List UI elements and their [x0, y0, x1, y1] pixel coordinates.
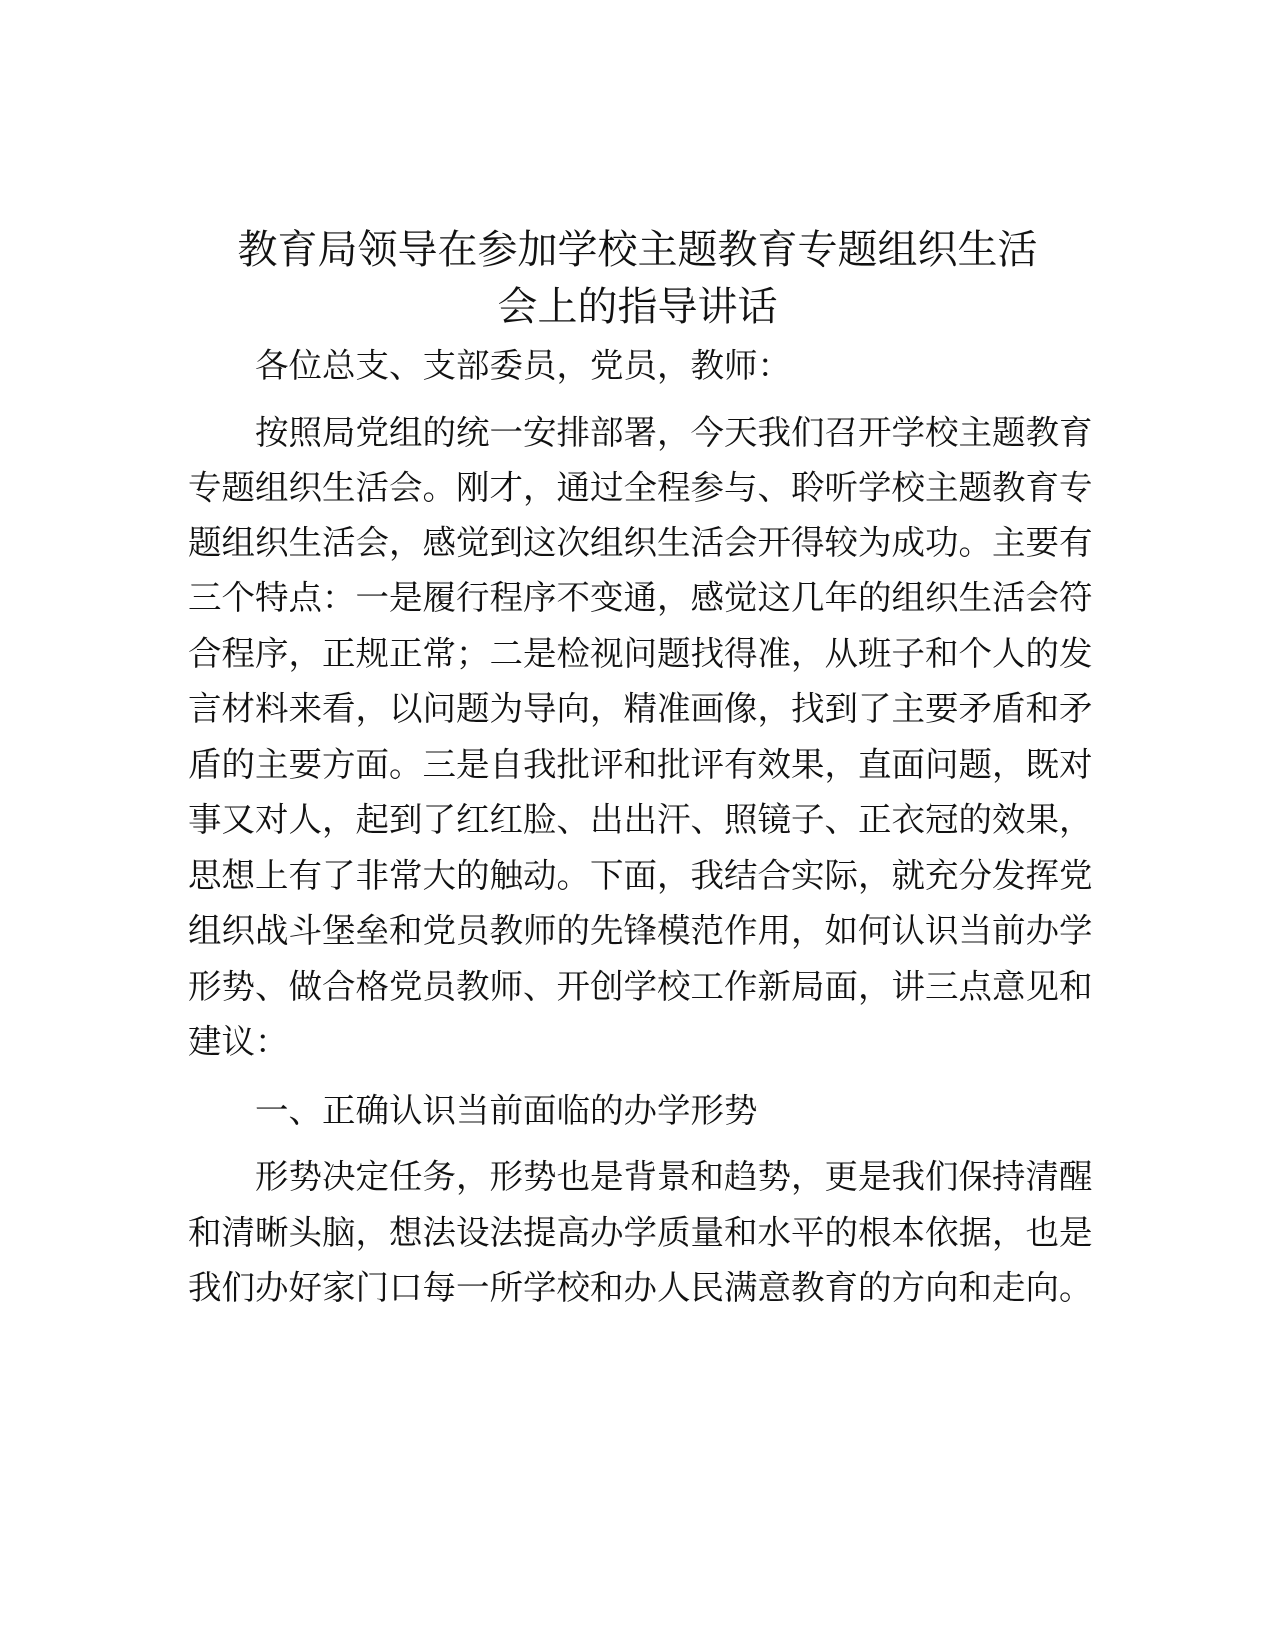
paragraph-line: 建议： — [188, 1022, 289, 1061]
paragraph-line: 形势、做合格党员教师、开创学校工作新局面，讲三点意见和 — [188, 967, 1093, 1006]
paragraph-line: 事又对人，起到了红红脸、出出汗、照镜子、正衣冠的效果， — [188, 800, 1093, 839]
paragraph-line: 言材料来看，以问题为导向，精准画像，找到了主要矛盾和矛 — [188, 689, 1093, 728]
paragraph-line: 专题组织生活会。刚才，通过全程参与、聆听学校主题教育专 — [188, 468, 1093, 507]
paragraph-line: 思想上有了非常大的触动。下面，我结合实际，就充分发挥党 — [188, 856, 1093, 895]
paragraph-line: 题组织生活会，感觉到这次组织生活会开得较为成功。主要有 — [188, 523, 1093, 562]
paragraph-line: 按照局党组的统一安排部署，今天我们召开学校主题教育 — [255, 413, 1093, 452]
section-heading: 一、正确认识当前面临的办学形势 — [255, 1091, 758, 1130]
paragraph-line: 我们办好家门口每一所学校和办人民满意教育的方向和走向。 — [188, 1268, 1093, 1307]
paragraph-line: 形势决定任务，形势也是背景和趋势，更是我们保持清醒 — [255, 1157, 1093, 1196]
paragraph-line: 合程序，正规正常；二是检视问题找得准，从班子和个人的发 — [188, 634, 1093, 673]
title-line-2: 会上的指导讲话 — [497, 284, 778, 330]
paragraph-line: 和清晰头脑，想法设法提高办学质量和水平的根本依据，也是 — [188, 1213, 1093, 1252]
paragraph-line: 盾的主要方面。三是自我批评和批评有效果，直面问题，既对 — [188, 745, 1093, 784]
title-line-1: 教育局领导在参加学校主题教育专题组织生活 — [237, 227, 1038, 273]
paragraph-line: 三个特点：一是履行程序不变通，感觉这几年的组织生活会符 — [188, 578, 1093, 617]
paragraph-line: 组织战斗堡垒和党员教师的先锋模范作用，如何认识当前办学 — [188, 911, 1093, 950]
salutation: 各位总支、支部委员，党员，教师： — [255, 346, 791, 385]
document-title — [150, 222, 1125, 336]
